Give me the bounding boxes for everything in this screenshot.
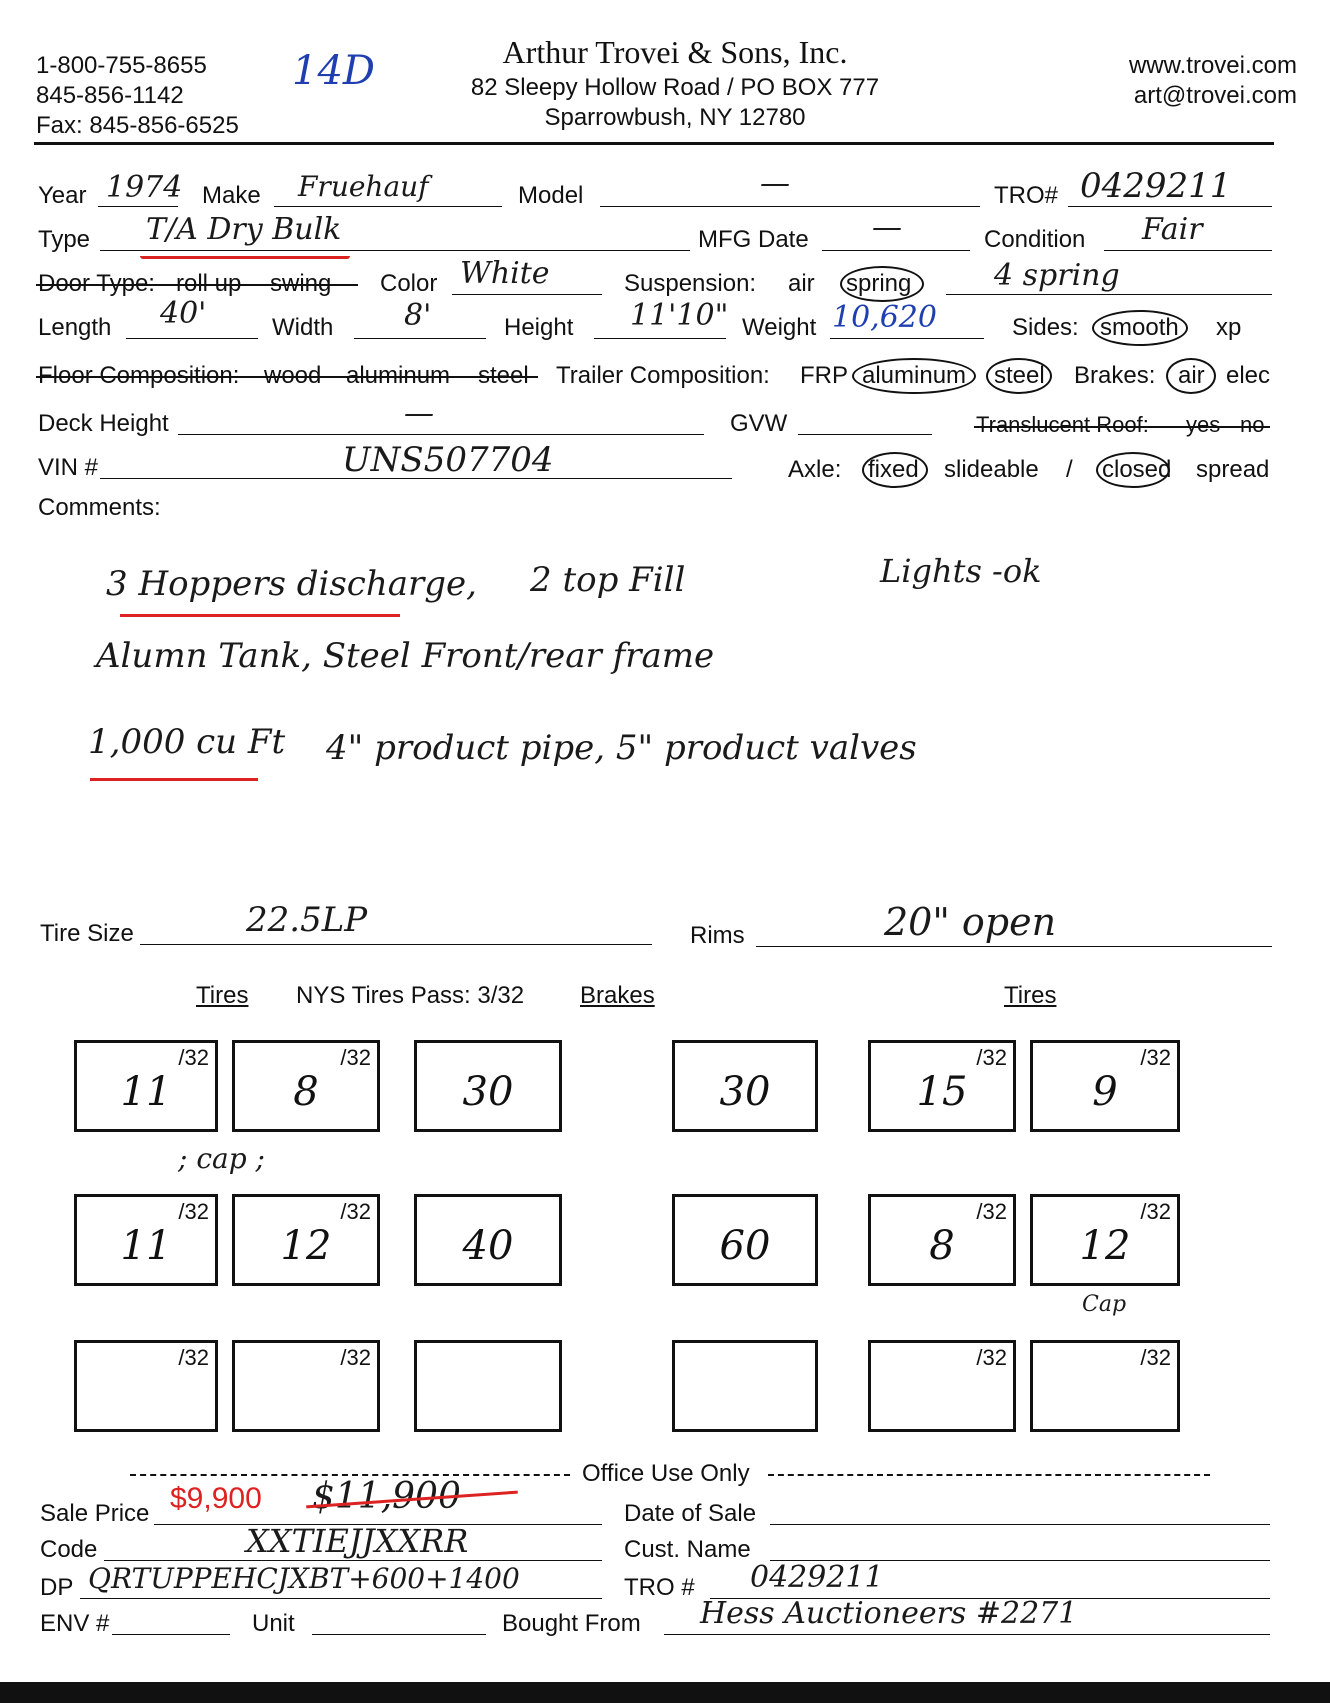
floor-aluminum: aluminum bbox=[346, 362, 451, 389]
gvw-label: GVW bbox=[730, 410, 788, 437]
axle-label: Axle: bbox=[788, 456, 842, 483]
weight-label: Weight bbox=[742, 314, 817, 341]
bought-from-value: Hess Auctioneers #2271 bbox=[700, 1596, 1078, 1631]
roof-strike bbox=[974, 426, 1270, 428]
tire-box-r1-3 bbox=[868, 1040, 1016, 1132]
col-brakes: Brakes bbox=[580, 982, 655, 1009]
deck-label: Deck Height bbox=[38, 410, 169, 437]
header bbox=[0, 0, 1330, 150]
comment-red-underline-2 bbox=[90, 778, 258, 781]
env-line bbox=[112, 1634, 230, 1635]
brakes-elec: elec bbox=[1226, 362, 1271, 389]
suspension-label: Suspension: bbox=[624, 270, 757, 297]
nys-pass: NYS Tires Pass: 3/32 bbox=[296, 982, 525, 1009]
code-value: XXTIEJJXXRR bbox=[246, 1522, 469, 1560]
weight-value: 10,620 bbox=[832, 300, 937, 335]
height-value: 11'10" bbox=[630, 298, 729, 333]
axle-closed: closed bbox=[1102, 456, 1172, 483]
mfg-line bbox=[822, 250, 970, 251]
page-bottom-edge bbox=[0, 1682, 1330, 1703]
width-label: Width bbox=[272, 314, 334, 341]
color-value: White bbox=[460, 256, 550, 291]
col-tires-right: Tires bbox=[1004, 982, 1057, 1009]
mfg-value: — bbox=[872, 210, 902, 245]
floor-wood: wood bbox=[264, 362, 322, 389]
tire-value: 9 bbox=[1092, 1069, 1118, 1115]
tire-size-label: Tire Size bbox=[40, 920, 134, 947]
office-heading: Office Use Only bbox=[582, 1460, 750, 1487]
comment-line-1c: Lights -ok bbox=[880, 552, 1042, 590]
type-line bbox=[100, 250, 690, 251]
cap-note-1: ; cap ; bbox=[178, 1142, 265, 1175]
year-label: Year bbox=[38, 182, 87, 209]
condition-label: Condition bbox=[984, 226, 1086, 253]
col-tires-left: Tires bbox=[196, 982, 249, 1009]
fraction-label: /32 bbox=[976, 1045, 1007, 1070]
company-name: Arthur Trovei & Sons, Inc. bbox=[502, 34, 848, 70]
trailer-aluminum-circle bbox=[852, 358, 976, 394]
date-of-sale-label: Date of Sale bbox=[624, 1500, 757, 1527]
weight-line bbox=[830, 338, 984, 339]
comment-red-underline-1 bbox=[120, 614, 400, 617]
door-label: Door Type: bbox=[38, 270, 155, 297]
tire-box-r2-4 bbox=[1030, 1194, 1180, 1286]
condition-value: Fair bbox=[1142, 212, 1203, 247]
axle-slideable: slideable bbox=[944, 456, 1039, 483]
model-value: — bbox=[760, 166, 790, 201]
tire-value: 12 bbox=[1079, 1223, 1131, 1269]
axle-closed-circle bbox=[1096, 452, 1170, 488]
tire-box-r3-1 bbox=[74, 1340, 218, 1432]
sides-smooth: smooth bbox=[1100, 314, 1179, 341]
trailer-steel-circle bbox=[986, 358, 1052, 394]
tro-value: 0429211 bbox=[1080, 166, 1232, 206]
deck-line bbox=[178, 434, 704, 435]
width-value: 8' bbox=[404, 298, 432, 333]
brake-box-r2-2 bbox=[672, 1194, 818, 1286]
fraction-label: /32 bbox=[340, 1199, 371, 1224]
fraction-label: /32 bbox=[340, 1345, 371, 1370]
fraction-label: /32 bbox=[178, 1045, 209, 1070]
comment-line-1a: 3 Hoppers discharge, bbox=[106, 564, 477, 604]
make-value: Fruehauf bbox=[298, 170, 429, 203]
fraction-label: /32 bbox=[178, 1345, 209, 1370]
tire-box-r1-2 bbox=[232, 1040, 380, 1132]
bought-from-label: Bought From bbox=[502, 1610, 641, 1637]
suspension-value: 4 spring bbox=[994, 258, 1120, 293]
height-label: Height bbox=[504, 314, 574, 341]
tire-value: 12 bbox=[280, 1223, 332, 1269]
length-line bbox=[126, 338, 258, 339]
tro-line bbox=[1068, 206, 1272, 207]
door-strike bbox=[36, 284, 358, 286]
company-block bbox=[440, 34, 910, 134]
brake-value: 40 bbox=[462, 1223, 514, 1269]
width-line bbox=[354, 338, 486, 339]
header-rule bbox=[34, 142, 1274, 145]
rims-label: Rims bbox=[690, 922, 745, 949]
vin-label: VIN # bbox=[38, 454, 99, 481]
brake-value: 30 bbox=[719, 1069, 771, 1115]
dp-line bbox=[80, 1598, 602, 1599]
suspension-air: air bbox=[788, 270, 815, 297]
year-value: 1974 bbox=[106, 170, 183, 205]
brake-value: 60 bbox=[719, 1223, 771, 1269]
code-line bbox=[104, 1560, 602, 1561]
door-swing: swing bbox=[270, 270, 332, 297]
env-label: ENV # bbox=[40, 1610, 110, 1637]
fraction-label: /32 bbox=[178, 1199, 209, 1224]
sale-price-label: Sale Price bbox=[40, 1500, 150, 1527]
sides-label: Sides: bbox=[1012, 314, 1079, 341]
axle-fixed-circle bbox=[862, 452, 928, 488]
length-label: Length bbox=[38, 314, 112, 341]
office-tro-value: 0429211 bbox=[750, 1560, 884, 1595]
comments-label: Comments: bbox=[38, 494, 161, 521]
sides-xp: xp bbox=[1216, 314, 1242, 341]
handwritten-code: 14D bbox=[292, 48, 375, 94]
brake-box-r2-1 bbox=[414, 1194, 562, 1286]
tire-box-r3-3 bbox=[868, 1340, 1016, 1432]
comment-line-2: Alumn Tank, Steel Front/rear frame bbox=[96, 636, 715, 676]
color-label: Color bbox=[380, 270, 438, 297]
brake-box-r1-2 bbox=[672, 1040, 818, 1132]
vin-value: UNS507704 bbox=[342, 440, 554, 480]
fraction-label: /32 bbox=[1140, 1199, 1171, 1224]
suspension-spring-circle bbox=[840, 266, 924, 302]
code-label: Code bbox=[40, 1536, 98, 1563]
tire-box-r3-4 bbox=[1030, 1340, 1180, 1432]
comment-line-1b: 2 top Fill bbox=[530, 560, 686, 600]
tire-size-line bbox=[140, 944, 652, 945]
trailer-aluminum: aluminum bbox=[862, 362, 967, 389]
trailer-frp: FRP bbox=[800, 362, 848, 389]
fraction-label: /32 bbox=[1140, 1045, 1171, 1070]
year-line bbox=[98, 206, 178, 207]
floor-strike bbox=[36, 376, 538, 378]
axle-spread: spread bbox=[1196, 456, 1270, 483]
email: art@trovei.com bbox=[1133, 82, 1297, 109]
brakes-label: Brakes: bbox=[1074, 362, 1156, 389]
model-label: Model bbox=[518, 182, 584, 209]
tire-value: 11 bbox=[120, 1223, 172, 1269]
height-line bbox=[594, 338, 726, 339]
tro-label: TRO# bbox=[994, 182, 1059, 209]
tire-box-r2-3 bbox=[868, 1194, 1016, 1286]
tire-box-r2-2 bbox=[232, 1194, 380, 1286]
brake-value: 30 bbox=[462, 1069, 514, 1115]
rims-line bbox=[756, 946, 1272, 947]
roof-no: no bbox=[1240, 412, 1265, 437]
door-rollup: roll up bbox=[176, 270, 242, 297]
make-label: Make bbox=[202, 182, 261, 209]
make-line bbox=[274, 206, 502, 207]
fax: Fax: 845-856-6525 bbox=[36, 112, 239, 139]
rims-value: 20" open bbox=[884, 900, 1057, 944]
trailer-steel: steel bbox=[994, 362, 1045, 389]
dp-value: QRTUPPEHCJXBT+600+1400 bbox=[88, 1562, 520, 1595]
axle-slash: / bbox=[1066, 456, 1073, 483]
tire-box-r1-1 bbox=[74, 1040, 218, 1132]
color-line bbox=[452, 294, 602, 295]
tire-box-r2-1 bbox=[74, 1194, 218, 1286]
length-value: 40' bbox=[160, 296, 207, 331]
condition-line bbox=[1104, 250, 1272, 251]
phone-2: 845-856-1142 bbox=[36, 82, 184, 109]
brakes-air: air bbox=[1178, 362, 1205, 389]
unit-label: Unit bbox=[252, 1610, 295, 1637]
tire-box-r3-2 bbox=[232, 1340, 380, 1432]
tire-box-r1-4 bbox=[1030, 1040, 1180, 1132]
address-line-1: 82 Sleepy Hollow Road / PO BOX 777 bbox=[470, 74, 880, 101]
model-line bbox=[600, 206, 980, 207]
fraction-label: /32 bbox=[1140, 1345, 1171, 1370]
sale-price-old: $11,900 bbox=[312, 1476, 461, 1517]
cust-name-label: Cust. Name bbox=[624, 1536, 751, 1563]
tire-value: 8 bbox=[929, 1223, 955, 1269]
office-dash-right bbox=[768, 1474, 1210, 1476]
comment-line-3b: 4" product pipe, 5" product valves bbox=[326, 728, 917, 768]
type-value: T/A Dry Bulk bbox=[146, 212, 342, 247]
gvw-line bbox=[798, 434, 932, 435]
address-line-2: Sparrowbush, NY 12780 bbox=[544, 104, 806, 131]
roof-label: Translucent Roof: bbox=[976, 412, 1149, 437]
office-tro-label: TRO # bbox=[624, 1574, 695, 1601]
floor-steel: steel bbox=[478, 362, 529, 389]
type-label: Type bbox=[38, 226, 91, 253]
dp-label: DP bbox=[40, 1574, 74, 1601]
deck-value: — bbox=[404, 396, 434, 431]
sale-price-new: $9,900 bbox=[170, 1482, 262, 1515]
tire-value: 15 bbox=[916, 1069, 968, 1115]
type-red-underline bbox=[140, 256, 350, 259]
trailer-label: Trailer Composition: bbox=[556, 362, 770, 389]
suspension-spring: spring bbox=[846, 270, 912, 297]
fraction-label: /32 bbox=[976, 1345, 1007, 1370]
axle-fixed: fixed bbox=[868, 456, 919, 483]
suspension-line bbox=[946, 294, 1272, 295]
cap-note-2: Cap bbox=[1082, 1292, 1127, 1317]
brake-box-r3-1 bbox=[414, 1340, 562, 1432]
brake-box-r1-1 bbox=[414, 1040, 562, 1132]
roof-yes: yes bbox=[1186, 412, 1221, 437]
comment-line-3a: 1,000 cu Ft bbox=[88, 722, 286, 762]
tire-size-value: 22.5LP bbox=[246, 900, 368, 940]
brakes-air-circle bbox=[1166, 358, 1216, 394]
mfg-label: MFG Date bbox=[698, 226, 809, 253]
tire-value: 8 bbox=[293, 1069, 319, 1115]
tire-value: 11 bbox=[120, 1069, 172, 1115]
brake-box-r3-2 bbox=[672, 1340, 818, 1432]
date-of-sale-line bbox=[770, 1524, 1270, 1525]
phone-1: 1-800-755-8655 bbox=[36, 52, 207, 79]
website: www.trovei.com bbox=[1128, 52, 1297, 79]
bought-from-line bbox=[664, 1634, 1270, 1635]
sides-smooth-circle bbox=[1092, 310, 1188, 346]
floor-label: Floor Composition: bbox=[38, 362, 240, 389]
fraction-label: /32 bbox=[340, 1045, 371, 1070]
unit-line bbox=[312, 1634, 486, 1635]
fraction-label: /32 bbox=[976, 1199, 1007, 1224]
